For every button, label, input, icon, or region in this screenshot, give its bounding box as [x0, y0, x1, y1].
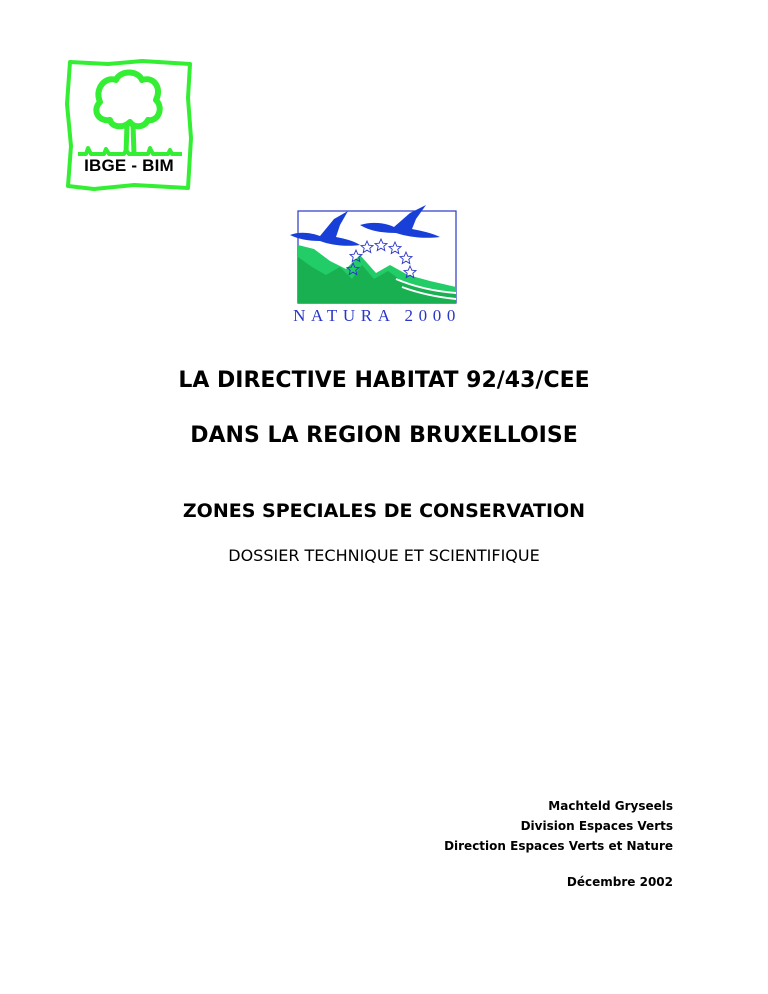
- ibge-logo-label: IBGE - BIM: [84, 156, 174, 175]
- document-date: Décembre 2002: [566, 875, 673, 889]
- author-block: [444, 796, 673, 892]
- dossier-type: DOSSIER TECHNIQUE ET SCIENTIFIQUE: [228, 546, 540, 565]
- document-title-line-1: LA DIRECTIVE HABITAT 92/43/CEE: [178, 368, 590, 393]
- natura-2000-logo: [290, 205, 465, 330]
- author-direction: Direction Espaces Verts et Nature: [444, 839, 673, 853]
- author-name: Machteld Gryseels: [548, 799, 673, 813]
- document-subtitle: ZONES SPECIALES DE CONSERVATION: [182, 500, 586, 522]
- document-title-line-2: DANS LA REGION BRUXELLOISE: [190, 423, 578, 448]
- natura-2000-label: NATURA 2000: [293, 306, 461, 325]
- author-division: Division Espaces Verts: [520, 819, 673, 833]
- ibge-logo: [64, 58, 194, 192]
- natura-2000-icon: [290, 205, 465, 330]
